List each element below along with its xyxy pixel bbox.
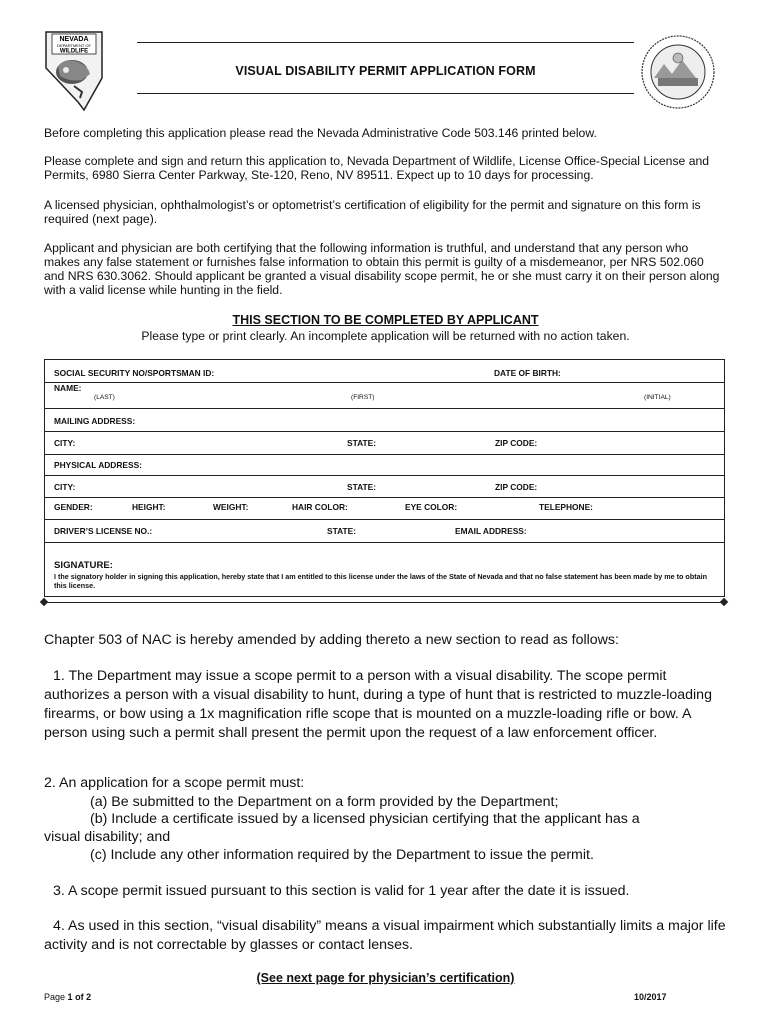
mailing-city-field[interactable]: CITY: xyxy=(54,438,76,448)
nac-intro: Chapter 503 of NAC is hereby amended by adding thereto a new section to read as follows: xyxy=(44,632,619,648)
nac-item-2b-cont: visual disability; and xyxy=(44,829,171,845)
dob-field[interactable]: DATE OF BIRTH: xyxy=(494,368,561,378)
signature-field[interactable]: SIGNATURE: xyxy=(54,560,113,571)
physical-state-field[interactable]: STATE: xyxy=(347,482,376,492)
nac-item-2b: (b) Include a certificate issued by a licensed physician certifying that the applicant has a xyxy=(90,811,640,827)
page-label: Page xyxy=(44,992,66,1002)
intro-paragraph-4: Applicant and physician are both certifying that the following information is truthful, and understand that any person who makes any false statement or furnishes false information to obtain this permit is guilty of a misdemeanor, per NRS 502.060 and NRS 630.3062. Should applicant be granted a visual disability scope permit, he or she must carry it on their person along with a valid license while hunting in the field. xyxy=(44,241,720,297)
telephone-field[interactable]: TELEPHONE: xyxy=(539,502,593,512)
weight-field[interactable]: WEIGHT: xyxy=(213,502,249,512)
logo-line-2: DEPARTMENT OF xyxy=(57,43,91,48)
name-field[interactable]: NAME: xyxy=(54,383,82,393)
page-total: 2 xyxy=(86,992,92,1002)
page-of: of xyxy=(75,992,84,1002)
physical-zip-field[interactable]: ZIP CODE: xyxy=(495,482,538,492)
nac-item-2c: (c) Include any other information required by the Department to issue the permit. xyxy=(90,847,594,863)
physical-address-field[interactable]: PHYSICAL ADDRESS: xyxy=(54,460,142,470)
mailing-state-field[interactable]: STATE: xyxy=(347,438,376,448)
email-address-field[interactable]: EMAIL ADDRESS: xyxy=(455,526,527,536)
ndow-logo xyxy=(44,30,104,112)
height-field[interactable]: HEIGHT: xyxy=(132,502,166,512)
section-instruction: Please type or print clearly. An incomplete application will be returned with no action taken. xyxy=(141,329,630,343)
intro-paragraph-2: Please complete and sign and return this application to, Nevada Department of Wildlife, License Office-Special License and Permits, 6980 Sierra Center Parkway, Ste-120, Reno, NV 89511. Expect up to 10 days for processing. xyxy=(44,154,710,182)
row-mailing-city xyxy=(45,431,724,455)
next-page-note: (See next page for physician’s certification) xyxy=(256,971,515,985)
logo-line-3: WILDLIFE xyxy=(59,48,89,55)
logo-line-1: NEVADA xyxy=(59,36,89,43)
section-divider xyxy=(44,602,725,603)
nac-item-2a: (a) Be submitted to the Department on a form provided by the Department; xyxy=(90,794,559,810)
title-rule-top xyxy=(137,42,634,43)
page-current: 1 xyxy=(67,992,73,1002)
nevada-state-seal xyxy=(640,34,716,110)
row-ssn xyxy=(45,360,724,383)
row-license xyxy=(45,519,724,543)
nac-item-4: 4. As used in this section, “visual disability” means a visual impairment which substantially limits a major life activity and is not correctable by glasses or contact lenses. xyxy=(44,918,726,953)
divider-diamond-right xyxy=(720,598,728,606)
mailing-address-field[interactable]: MAILING ADDRESS: xyxy=(54,416,136,426)
name-initial-hint: (INITIAL) xyxy=(644,394,671,401)
hair-color-field[interactable]: HAIR COLOR: xyxy=(292,502,348,512)
intro-paragraph-3: A licensed physician, ophthalmologist’s or optometrist’s certification of eligibility for the permit and signature on this form is required (next page). xyxy=(44,198,701,226)
name-last-hint: (LAST) xyxy=(94,394,115,401)
section-heading: THIS SECTION TO BE COMPLETED BY APPLICANT xyxy=(232,313,539,327)
row-name xyxy=(45,382,724,409)
page-number xyxy=(44,992,91,1002)
row-physical-city xyxy=(45,475,724,498)
nac-item-2: 2. An application for a scope permit must: xyxy=(44,775,305,791)
row-physical-traits xyxy=(45,497,724,520)
nac-item-1: 1. The Department may issue a scope permit to a person with a visual disability. The scope permit authorizes a person with a visual disability to hunt, during a type of hunt that is restricted to muzzle-loading firearms, or bow using a 1x magnification rifle scope that is mounted on a muzzle-loading rifle or bow. A person using such a permit shall present the permit upon the request of a law enforcement officer. xyxy=(44,668,712,741)
divider-diamond-left xyxy=(40,598,48,606)
intro-paragraph-1: Before completing this application please read the Nevada Administrative Code 503.146 printed below. xyxy=(44,126,597,140)
nac-item-3: 3. A scope permit issued pursuant to this section is valid for 1 year after the date it is issued. xyxy=(53,883,630,899)
row-physical xyxy=(45,454,724,476)
page-title: VISUAL DISABILITY PERMIT APPLICATION FORM xyxy=(235,64,536,78)
revision-date: 10/2017 xyxy=(634,992,667,1002)
gender-field[interactable]: GENDER: xyxy=(54,502,93,512)
license-state-field[interactable]: STATE: xyxy=(327,526,356,536)
applicant-form xyxy=(44,359,725,597)
physical-city-field[interactable]: CITY: xyxy=(54,482,76,492)
row-mailing xyxy=(45,408,724,432)
name-first-hint: (FIRST) xyxy=(351,394,375,401)
ssn-field[interactable]: SOCIAL SECURITY NO/SPORTSMAN ID: xyxy=(54,368,215,378)
signature-statement: I the signatory holder in signing this application, hereby state that I am entitled to this license under the laws of the State of Nevada and that no false statement has been made by me to obtain this license. xyxy=(54,572,707,590)
mailing-zip-field[interactable]: ZIP CODE: xyxy=(495,438,538,448)
drivers-license-field[interactable]: DRIVER’S LICENSE NO.: xyxy=(54,526,153,536)
eye-color-field[interactable]: EYE COLOR: xyxy=(405,502,458,512)
title-rule-bottom xyxy=(137,93,634,94)
